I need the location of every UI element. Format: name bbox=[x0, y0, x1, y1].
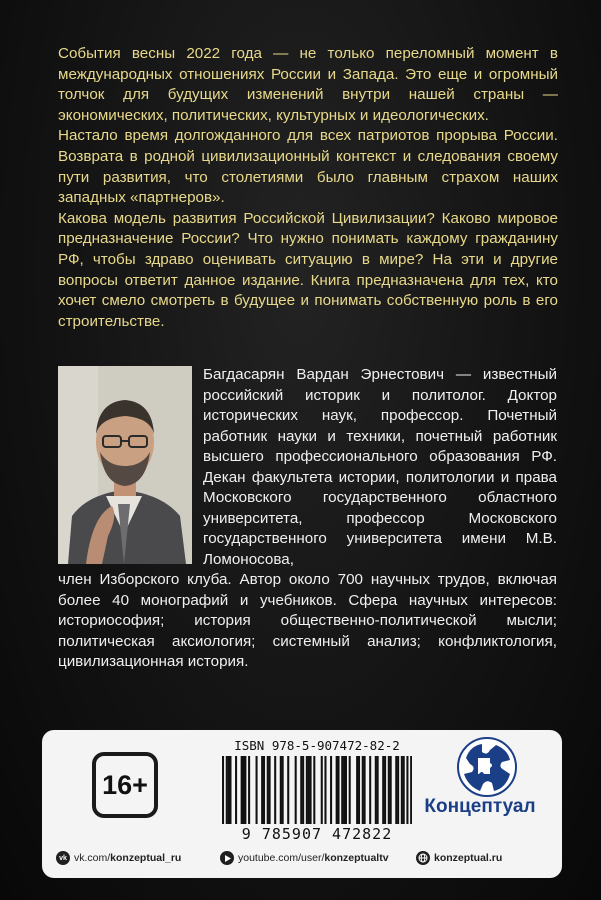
ean-number: 9 785907 472822 bbox=[241, 825, 393, 843]
intro-paragraph-2: Настало время долгожданного для всех патриотов прорыва России. Возврата в родной цивилизационный контекст и следования своему пути развития, что столетиями было главным страхом наших западных «партнеров». bbox=[58, 127, 558, 207]
intro-paragraph-3: Какова модель развития Российской Цивилизации? Каково мировое предназначение России? Что нужно понимать каждому гражданину РФ, чтобы здраво оценивать ситуацию в мире? На эти и другие вопросы ответит данное издание. Книга предназначена для тех, кто хочет смело смотреть в будущее и понимать собственную роль в его строительстве. bbox=[58, 209, 558, 330]
intro-paragraph-1: События весны 2022 года — не только переломный момент в международных отношениях России и Запада. Это еще и огромный толчок для будущих изменений внутри нашей страны — экономических, политических, культурных и идеологических. bbox=[58, 45, 558, 124]
intro-text bbox=[58, 44, 558, 332]
website-link[interactable] bbox=[416, 847, 502, 869]
publisher-name: Концептуал bbox=[424, 796, 536, 817]
isbn-number: ISBN 978-5-907472-82-2 bbox=[234, 738, 400, 753]
vk-icon: vk bbox=[56, 851, 70, 865]
vk-name: konzeptual_ru bbox=[110, 852, 182, 864]
youtube-icon bbox=[220, 851, 234, 865]
puzzle-globe-icon bbox=[456, 736, 518, 798]
publisher-info-panel bbox=[42, 730, 562, 878]
age-rating-badge: 16+ bbox=[92, 752, 158, 818]
author-portrait-icon bbox=[58, 366, 192, 564]
barcode-icon bbox=[222, 756, 412, 824]
youtube-link[interactable] bbox=[220, 847, 389, 869]
vk-link[interactable] bbox=[56, 847, 181, 869]
youtube-prefix: youtube.com/user/ bbox=[238, 852, 325, 864]
globe-icon bbox=[416, 851, 430, 865]
vk-prefix: vk.com/ bbox=[74, 852, 111, 864]
author-photo bbox=[58, 366, 192, 564]
website-url: konzeptual.ru bbox=[434, 852, 503, 864]
barcode-block bbox=[214, 738, 420, 848]
youtube-name: konzeptualtv bbox=[324, 852, 389, 864]
author-bio: Багдасарян Вардан Эрнестович — известный российский историк и политолог. Доктор исторических наук, профессор. Почетный работник науки и техники, почетный работник высшего профессионального образования РФ. Декан факультета истории, политологии и права Московского государственного областного университета, профессор Московского государственного университета имени М.В. Ломоносова, bbox=[203, 366, 557, 568]
author-bio-continued: член Изборского клуба. Автор около 700 научных трудов, включая более 40 монографий и учебников. Сфера научных интересов: историософия; история общественно-политической мысли; политическая аксиология; системный анализ; конфликтология, цивилизационная история. bbox=[58, 571, 557, 670]
